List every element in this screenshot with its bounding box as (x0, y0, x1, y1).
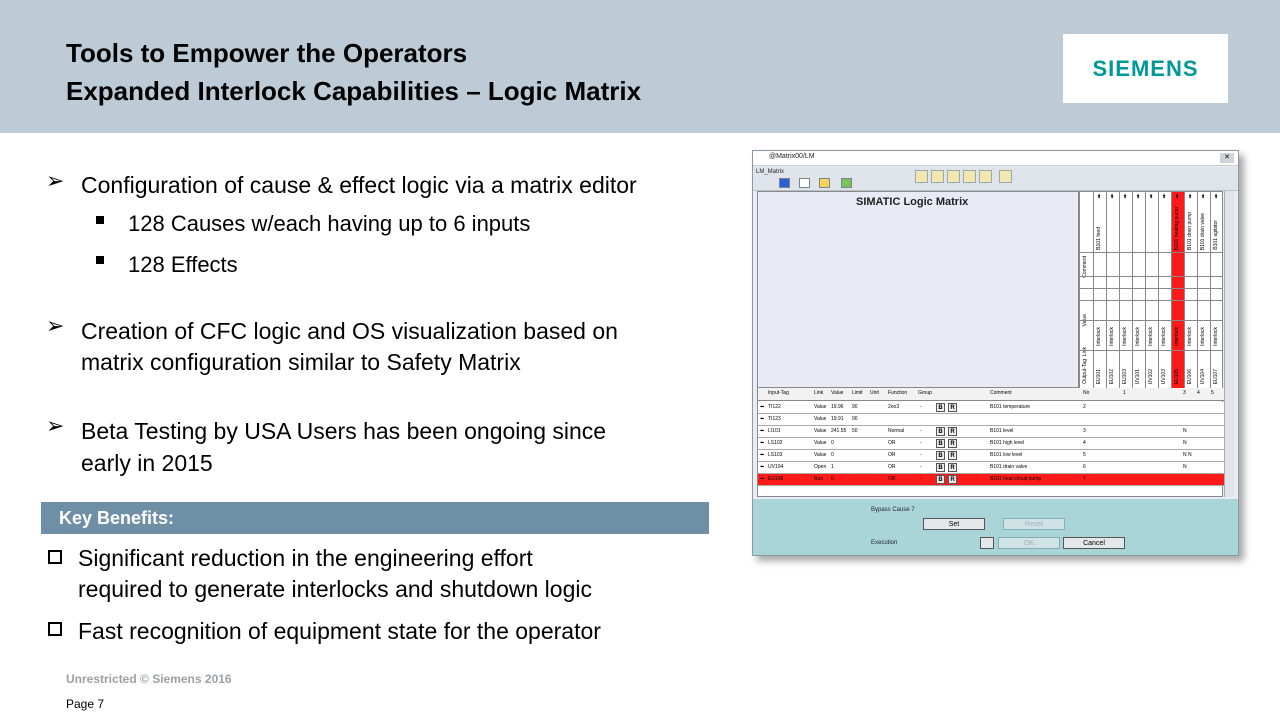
effect-link: Interlock (1161, 327, 1167, 346)
effect-column[interactable] (1171, 192, 1184, 388)
col-link: Link (814, 390, 824, 396)
effect-tag: UV101 (1135, 368, 1141, 384)
arrow-bullet-icon: ➢ (46, 168, 65, 193)
effect-link: Interlock (1148, 327, 1154, 346)
matrix-divider (1079, 288, 1222, 289)
reset-button[interactable]: Reset (1003, 518, 1065, 530)
close-icon[interactable]: ✕ (1220, 153, 1234, 163)
benefit-2: Fast recognition of equipment state for the operator (78, 618, 601, 644)
cell-tag: TI123 (768, 416, 781, 422)
cell-comment: B101 level (990, 428, 1014, 434)
table-row[interactable] (758, 426, 1224, 438)
cell-value: 0 (831, 452, 834, 458)
arrow-left-icon: ⬅ (760, 464, 765, 470)
effect-column[interactable] (1093, 192, 1106, 388)
col-limit: Limit (852, 390, 863, 396)
footer-classification: Unrestricted © Siemens 2016 (66, 672, 232, 686)
matrix-divider (1079, 252, 1222, 253)
side-label-comment: Comment (1082, 256, 1088, 278)
table-row[interactable] (758, 402, 1224, 414)
arrow-left-icon: ⬅ (760, 476, 765, 482)
reset-row-button[interactable]: R (948, 427, 957, 436)
effect-tag: UV104 (1200, 368, 1206, 384)
col-input-tag: Input-Tag (768, 390, 789, 396)
effect-link: Interlock (1200, 327, 1206, 346)
bullet-2-line1: Creation of CFC logic and OS visualization based on (81, 318, 618, 344)
side-label-link: Link (1082, 346, 1088, 356)
cell-function: OR (888, 464, 896, 470)
effect-tag: EU106 (1187, 368, 1193, 384)
matrix-divider (1079, 350, 1222, 351)
cell-function: Normal (888, 428, 905, 434)
execution-label: Execution (871, 540, 898, 546)
side-label-output-tag: Output-Tag (1082, 359, 1088, 384)
checkbox-bullet-icon (48, 622, 62, 636)
table-row[interactable] (758, 414, 1224, 426)
reset-row-button[interactable]: R (948, 451, 957, 460)
effect-header: B101 drain pump (1187, 211, 1193, 250)
bullet-1: Configuration of cause & effect logic via a matrix editor (81, 172, 637, 198)
cell-value: 19.91 (831, 416, 844, 422)
bullet-2-line2: matrix configuration similar to Safety Matrix (81, 349, 521, 375)
matrix-title-area (758, 192, 1079, 388)
matrix-divider (1079, 320, 1222, 321)
cell-link: Run (814, 476, 824, 482)
cell-limit: 90 (852, 404, 858, 410)
arrow-bullet-icon: ➢ (46, 313, 65, 338)
arrow-up-icon: ⬆ (1110, 194, 1115, 200)
effect-header: B101 heating pump (1174, 206, 1180, 250)
effect-column[interactable] (1145, 192, 1158, 388)
cell-marks: N (1183, 464, 1187, 470)
toolbar-icon[interactable] (931, 170, 944, 183)
execution-icon[interactable] (980, 537, 994, 549)
side-label-value: Value (1082, 313, 1088, 326)
cell-comment: B101 low level (990, 452, 1023, 458)
cell-comment: B101 high level (990, 440, 1025, 446)
cause-number: 3 (1183, 390, 1186, 396)
cell-value: 0 (831, 440, 834, 446)
arrow-up-icon: ⬆ (1149, 194, 1154, 200)
cell-tag: TI122 (768, 404, 781, 410)
cell-no: 2 (1083, 404, 1086, 410)
arrow-up-icon: ⬆ (1214, 194, 1219, 200)
effect-column[interactable] (1132, 192, 1145, 388)
cell-tag: LS103 (768, 452, 783, 458)
col-value: Value (831, 390, 844, 396)
effect-column[interactable] (1119, 192, 1132, 388)
effect-link: Interlock (1213, 327, 1219, 346)
bypass-button[interactable]: B (936, 403, 945, 412)
square-bullet-icon (96, 256, 104, 264)
arrow-bullet-icon: ➢ (46, 413, 65, 438)
cell-limit: 50 (852, 428, 858, 434)
window-titlebar (753, 151, 1238, 166)
ok-button[interactable]: OK (998, 537, 1060, 549)
arrow-up-icon: ⬆ (1162, 194, 1167, 200)
effect-link: Interlock (1187, 327, 1193, 346)
cell-tag: EU106 (768, 476, 784, 482)
cell-link: Value (814, 452, 827, 458)
table-row[interactable] (758, 462, 1224, 474)
title-banner (0, 0, 1280, 133)
effect-link: Interlock (1135, 327, 1141, 346)
col-unit: Unit (870, 390, 879, 396)
cell-tag: LS102 (768, 440, 783, 446)
arrow-up-icon: ⬆ (1201, 194, 1206, 200)
arrow-up-icon: ⬆ (1136, 194, 1141, 200)
bullet-3-line1: Beta Testing by USA Users has been ongoing since (81, 418, 607, 444)
reset-row-button[interactable]: R (948, 463, 957, 472)
cell-group: - (920, 428, 922, 434)
cancel-button[interactable]: Cancel (1063, 537, 1125, 549)
cell-comment: B101 drain valve (990, 464, 1028, 470)
square-bullet-icon (96, 216, 104, 224)
logo-text: SIEMENS (1092, 56, 1199, 81)
toolbar-icon[interactable] (999, 170, 1012, 183)
col-no: No (1083, 390, 1090, 396)
slide-title-line1: Tools to Empower the Operators (66, 38, 468, 68)
arrow-up-icon: ⬆ (1123, 194, 1128, 200)
arrow-up-icon: ⬆ (1175, 194, 1180, 200)
cell-value: 19.96 (831, 404, 844, 410)
arrow-left-icon: ⬅ (760, 452, 765, 458)
cell-link: Value (814, 404, 827, 410)
siemens-logo (1063, 34, 1228, 103)
arrow-left-icon: ⬅ (760, 416, 765, 422)
benefit-1-line1: Significant reduction in the engineering effort (78, 545, 533, 571)
cell-function: 2oo3 (888, 404, 900, 410)
cell-marks: N N (1183, 452, 1192, 458)
effect-tag: UV103 (1161, 368, 1167, 384)
window-toolbar (753, 167, 1238, 191)
toolbar-icon[interactable] (915, 170, 928, 183)
slide-title-line2: Expanded Interlock Capabilities – Logic Matrix (66, 76, 642, 106)
arrow-up-icon: ⬆ (1097, 194, 1102, 200)
benefit-1-line2: required to generate interlocks and shutdown logic (78, 576, 592, 602)
table-row[interactable] (758, 438, 1224, 450)
bypass-button[interactable]: B (936, 427, 945, 436)
toolbar-button-icon[interactable] (779, 178, 790, 188)
bypass-button[interactable]: B (936, 475, 945, 484)
matrix-editor (757, 191, 1223, 497)
cell-group: - (920, 440, 922, 446)
effect-link: Interlock (1174, 327, 1180, 346)
cell-marks: N (1183, 428, 1187, 434)
input-grid-header (758, 388, 1224, 401)
arrow-up-icon: ⬆ (1188, 194, 1193, 200)
sub-bullet-1: 128 Causes w/each having up to 6 inputs (128, 211, 531, 236)
cell-comment: B101 heat circuit pump (990, 476, 1042, 482)
cell-value: 0 (831, 476, 834, 482)
effect-tag: EU103 (1122, 368, 1128, 384)
cell-function: OR (888, 452, 896, 458)
cell-group: - (920, 404, 922, 410)
col-function: Function (888, 390, 908, 396)
arrow-left-icon: ⬅ (760, 428, 765, 434)
page-number: Page 7 (66, 697, 105, 711)
effect-header: B101 drain valve (1200, 212, 1206, 250)
matrix-divider (1079, 300, 1222, 301)
effect-tag: UV102 (1148, 368, 1154, 384)
cell-limit: 90 (852, 416, 858, 422)
set-button[interactable]: Set (923, 518, 985, 530)
bullet-3-line2: early in 2015 (81, 450, 213, 476)
side-label-column (1079, 192, 1093, 388)
cell-no: 7 (1083, 476, 1086, 482)
cell-no: 6 (1083, 464, 1086, 470)
table-row[interactable] (758, 474, 1224, 486)
matrix-divider (1079, 276, 1222, 277)
checkbox-bullet-icon (48, 550, 62, 564)
reset-row-button[interactable]: R (948, 403, 957, 412)
logic-matrix-screenshot (752, 150, 1239, 556)
cell-marks: N (1183, 440, 1187, 446)
effect-link: Interlock (1122, 327, 1128, 346)
effect-tag: EU107 (1213, 368, 1219, 384)
vertical-scrollbar[interactable] (1224, 191, 1234, 497)
cause-number: 4 (1197, 390, 1200, 396)
bypass-button[interactable]: B (936, 439, 945, 448)
toolbar-icon[interactable] (979, 170, 992, 183)
bypass-label: Bypass Cause 7 (871, 507, 915, 513)
cell-link: Value (814, 416, 827, 422)
bypass-button[interactable]: B (936, 463, 945, 472)
effect-header: B101 agitator (1213, 220, 1219, 250)
toolbar-button-icon[interactable] (819, 178, 830, 188)
col-group: Group (918, 390, 932, 396)
effect-tag: EU101 (1096, 368, 1102, 384)
cell-value: 1 (831, 464, 834, 470)
effect-header: B101 feed (1096, 227, 1102, 250)
matrix-title: SIMATIC Logic Matrix (856, 196, 969, 208)
effect-column[interactable] (1158, 192, 1171, 388)
effect-link: Interlock (1109, 327, 1115, 346)
effect-column[interactable] (1210, 192, 1223, 388)
cell-link: Value (814, 428, 827, 434)
toolbar-button-icon[interactable] (841, 178, 852, 188)
effect-column[interactable] (1197, 192, 1210, 388)
cell-function: OR (888, 440, 896, 446)
toolbar-icon[interactable] (947, 170, 960, 183)
key-benefits-label: Key Benefits: (59, 508, 175, 528)
toolbar-icon[interactable] (963, 170, 976, 183)
cell-no: 3 (1083, 428, 1086, 434)
toolbar-button-icon[interactable] (799, 178, 810, 188)
cell-tag: LI101 (768, 428, 781, 434)
sub-bullet-2: 128 Effects (128, 252, 238, 277)
cell-group: - (920, 452, 922, 458)
toolbar-name: LM_Matrix (756, 169, 785, 175)
col-comment: Comment (990, 390, 1012, 396)
cell-tag: UV104 (768, 464, 784, 470)
effect-tag: EU105 (1174, 368, 1180, 384)
cell-group: - (920, 464, 922, 470)
bypass-panel (753, 499, 1238, 556)
arrow-left-icon: ⬅ (760, 404, 765, 410)
effect-column[interactable] (1106, 192, 1119, 388)
cell-group: - (920, 476, 922, 482)
cell-function: OR (888, 476, 896, 482)
cause-number: 1 (1123, 390, 1126, 396)
reset-row-button[interactable]: R (948, 439, 957, 448)
bypass-button[interactable]: B (936, 451, 945, 460)
cell-no: 4 (1083, 440, 1086, 446)
cell-comment: B101 temperature (990, 404, 1031, 410)
effect-column[interactable] (1184, 192, 1197, 388)
cause-number: 5 (1211, 390, 1214, 396)
cell-link: Open (814, 464, 827, 470)
arrow-left-icon: ⬅ (760, 440, 765, 446)
window-title: @Matrix00/LM (769, 153, 815, 160)
cell-no: 5 (1083, 452, 1086, 458)
cell-value: 241.55 (831, 428, 847, 434)
effect-link: Interlock (1096, 327, 1102, 346)
cell-link: Value (814, 440, 827, 446)
effect-tag: EU102 (1109, 368, 1115, 384)
reset-row-button[interactable]: R (948, 475, 957, 484)
table-row[interactable] (758, 450, 1224, 462)
key-benefits-bar (41, 502, 709, 534)
